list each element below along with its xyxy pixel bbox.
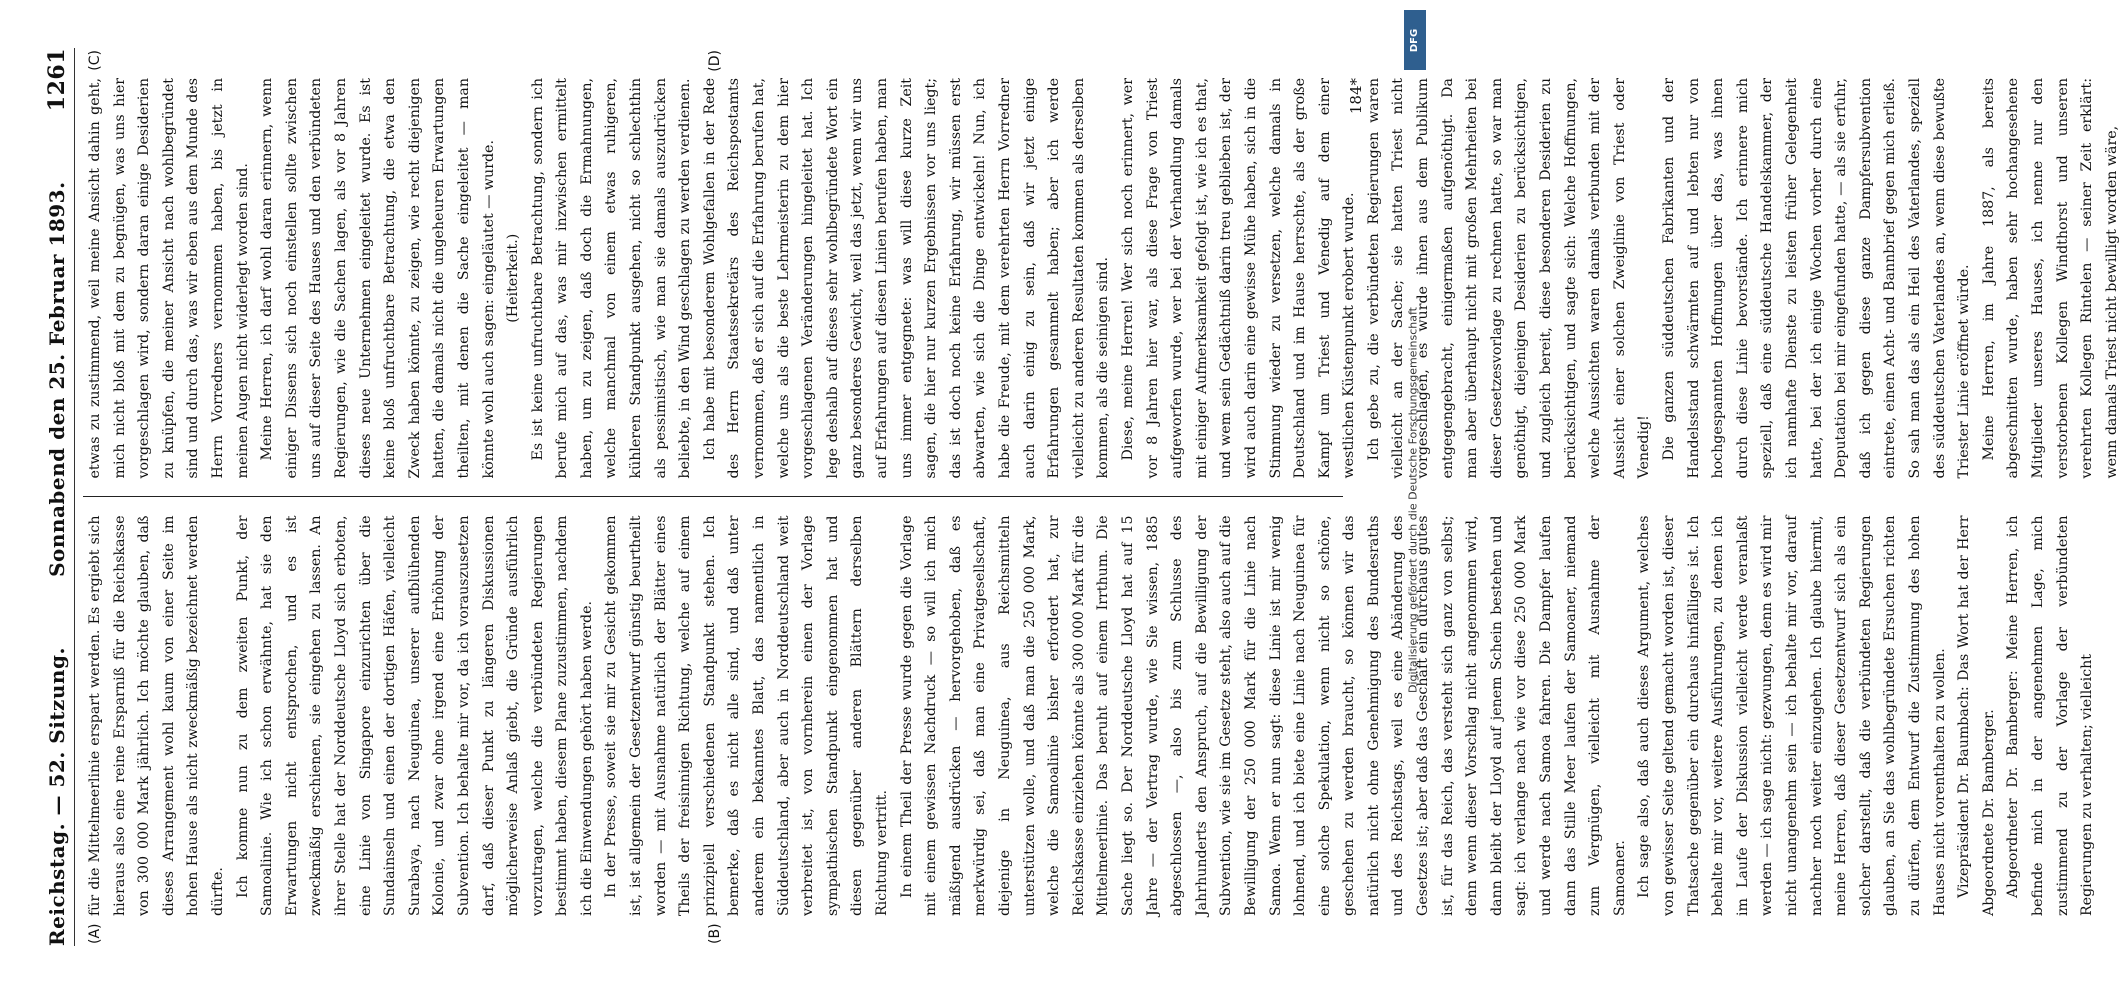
paragraph: Ich komme nun zu dem zweiten Punkt, der Samoalinie. Wie ich schon erwähnte, hat sie den Erwartungen nicht entsprochen, und es ist zweckmäßig erschienen, sie eingehen zu lassen. An ihrer Stelle hat der Norddeutsche Lloyd sich erboten, eine Linie von Singapore einzurichten über die Sundainseln und einen der dortigen Häfen, vielleicht Surabaya, nach Neuguinea, unserer aufblühenden Kolonie, und zwar ohne irgend eine Erhöhung der Subvention. Ich behalte mir vor, da ich vorauszusetzen darf, daß dieser Punkt zu längeren Diskussionen möglicherweise Anlaß giebt, die Gründe ausführlich vorzutragen, welche die verbündeten Regierungen bestimmt haben, diesem Plane zuzustimmen, nachdem ich die Einwendungen gehört haben werde.	[234, 515, 595, 916]
margin-mark-b: (B)	[707, 923, 723, 944]
paragraph: etwas zu zustimmend, weil meine Ansicht dahin geht, mich nicht bloß mit dem zu begnügen, was uns hier vorgeschlagen wird, sondern daran einige Desiderien zu knüpfen, die meiner Ansicht nach wohlbegründet sind und durch das, was wir eben aus dem Munde des Herrn Vorredners vernommen haben, bis jetzt in meinen Augen nicht widerlegt worden sind.	[87, 78, 251, 479]
credit-text: Digitalisierung gefördert durch die Deutsche Forschungsgemeinschaft	[1406, 307, 1420, 693]
signature-mark: 184*	[1347, 78, 1365, 115]
paragraph: In einem Theil der Presse wurde gegen die Vorlage mit einem gewissen Nachdruck — so will ich mich mäßigend ausdrücken — hervorgehoben, daß es merkwürdig sei, daß man eine Privatgesellschaft, diejenige in Neuguinea, aus Reichsmitteln unterstützen wolle, und daß man die 250 000 Mark, welche die Samoalinie bisher erfordert hat, zur Reichskasse einziehen könnte als 300 000 Mark für die Mittelmeerlinie. Das beruht auf einem Irrthum. Die Sache liegt so. Der Norddeutsche Lloyd hat auf 15 Jahre — der Vertrag wurde, wie Sie wissen, 1885 abgeschlossen —, also bis zum Schlusse des Jahrhunderts den Anspruch, auf die Bewilligung der Subvention, wie sie im Gesetze steht, also auch auf die Bewilligung der 250 000 Mark für die Linie nach Samoa. Wenn er nun sagt: diese Linie ist mir wenig lohnend, und ich biete eine Linie nach Neuguinea für eine solche Spekulation, wenn nicht so schöne, geschehen zu werden braucht, so können wir das natürlich nicht ohne Genehmigung des Bundesraths und des Reichstags, weil es eine Abänderung des Gesetzes ist; aber daß das Geschäft ein durchaus gutes ist, für das Reich, das versteht sich ganz von selbst; denn wenn dieser Vorschlag nicht angenommen wird, dann bleibt der Lloyd auf jenem Schein bestehen und sagt: ich verlange nach wie vor diese 250 000 Mark und werde nach Samoa fahren. Die Dampfer laufen dann das Stille Meer laufen der Samoaner, niemand zum Vergnügen, vielleicht mit Ausnahme der Samoaner.	[898, 515, 1628, 916]
speaker-paragraph: Abgeordneter Dr. Bamberger: Meine Herren, ich befinde mich in der angenehmen Lage, mich zustimmend zu der Vorlage der verbündeten Regierungen zu verhalten; vielleicht	[2005, 515, 2096, 916]
margin-mark-d: (D)	[707, 50, 723, 72]
paragraph: Diese, meine Herren! Wer sich noch erinnert, wer vor 8 Jahren hier war, als diese Frage von Triest aufgeworfen wurde, wer bei der Verhandlung damals mit einiger Aufmerksamkeit gefolgt ist, wie ich es that, und wem sein Gedächtniß darin treu geblieben ist, der wird auch darin eine gewisse Mühe haben, sich in die Stimmung wieder zu versetzen, welche damals in Deutschland und im Hause herrschte, als der große Kampf um Triest und Venedig auf dem einer westlichen Küstenpunkt erobert wurde.	[1119, 78, 1358, 479]
header-left: Reichstag. — 52. Sitzung.	[45, 647, 69, 946]
paragraph: Meine Herren, im Jahre 1887, als bereits abgeschnitten wurde, haben sehr hochangesehene Mitglieder unseres Hauses, ich nenne nur den verstorbenen Kollegen Windthorst und unseren verehrten Kollegen Rintelen — seiner Zeit erklärt: wenn damals Triest nicht bewilligt worden wäre,	[1980, 78, 2120, 479]
paragraph: Ich sage also, daß auch dieses Argument, welches von gewisser Seite geltend gemacht worden ist, dieser Thatsache gegenüber ein durchaus hinfälliges ist. Ich behalte mir vor, weitere Ausführungen, zu denen ich im Laufe der Diskussion vielleicht werde veranlaßt werden — ich sage nicht: gezwungen, denn es wird mir nicht unangenehm sein — ich behalte mir vor, darauf nachher noch weiter einzugehen. Ich glaube hiermit, meine Herren, daß dieser Gesetzentwurf sich als ein solcher darstellt, daß die verbündeten Regierungen glauben, an Sie das wohlbegründete Ersuchen richten zu dürfen, dem Entwurf die Zustimmung des hohen Hauses nicht vorenthalten zu wollen.	[1636, 515, 1948, 916]
paragraph: Meine Herren, ich darf wohl daran erinnern, wenn einiger Dissens sich noch einstellen sollte zwischen uns auf dieser Seite des Hauses und den verbündeten Regierungen, wie die Sachen lagen, als vor 8 Jahren dieses neue Unternehmen eingeleitet wurde. Es ist keine bloß unfruchtbare Betrachtung, die etwa den Zweck haben könnte, zu zeigen, wie recht diejenigen hatten, die damals nicht die ungeheuren Erwartungen theilten, mit denen die Sache eingeleitet — man könnte wohl auch sagen: eingeläutet — wurde.	[259, 78, 497, 479]
header-date: Sonnabend den 25. Februar 1893.	[45, 181, 69, 577]
page-number: 1261	[44, 48, 70, 112]
paragraph: In der Presse, soweit sie mir zu Gesicht gekommen ist, ist allgemein der Gesetzentwurf günstig beurtheilt worden — mit Ausnahme natürlich der Blätter eines Theils der freisinnigen Richtung, welche auf einem prinzipiell verschiedenen Standpunkt stehen. Ich bemerke, daß es nicht alle sind, und daß unter anderem ein bekanntes Blatt, das namentlich in Süddeutschland, aber auch in Norddeutschland weit verbreitet ist, von vornherein einen der Vorlage sympathischen Standpunkt eingenommen hat und diesen gegenüber anderen Blättern derselben Richtung vertritt.	[603, 515, 890, 916]
paragraph: Ich gebe zu, die verbündeten Regierungen waren vielleicht an der Sache; sie hatten Triest nicht vorgeschlagen, es wurde ihnen aus dem Publikum entgegengebracht, einigermaßen aufgenöthigt. Da man aber überhaupt nicht mit großen Mehrheiten bei dieser Gesetzesvorlage zu rechnen hatte, so war man genöthigt, diejenigen Desiderien zu berücksichtigen, und zugleich bereit, diese besonderen Desiderien zu berücksichtigen, und sagte sich: Welche Hoffnungen, welche Aussichten waren damals verbunden mit der Aussicht einer solchen Zweiglinie von Triest oder Venedig!	[1365, 78, 1653, 479]
paragraph: für die Mittelmeerlinie erspart werden. Es ergiebt sich hieraus also eine reine Ersparniß für die Reichskasse von 300 000 Mark jährlich. Ich möchte glauben, daß dieses Arrangement wohl kaum von einer Seite im hohen Hause als nicht zweckmäßig bezeichnet werden dürfte.	[87, 515, 226, 916]
dfg-logo	[1404, 10, 1426, 70]
paragraph: Es ist keine unfruchtbare Betrachtung, sondern ich berufe mich auf das, was mir inzwischen ermittelt haben, um zu zeigen, daß doch die Ermahnungen, welche manchmal von einem etwas ruhigeren, kühleren Standpunkt ausgehen, nicht so schlechthin als pessimistisch, wie man sie damals auszudrücken beliebte, in den Wind geschlagen zu werden verdienen.	[529, 78, 694, 479]
speaker-paragraph: Vizepräsident Dr. Baumbach: Das Wort hat der Herr Abgeordnete Dr. Bamberger.	[1956, 515, 1997, 916]
paragraph: Ich habe mit besonderem Wohlgefallen in der Rede des Herrn Staatssekretärs des Reichspostamts vernommen, daß er sich auf die Erfahrung berufen hat, welche uns als die beste Lehrmeisterin zu dem hier vorgeschlagenen Veränderungen hingeleitet hat. Ich lege deshalb auf dieses sehr wohlbegründete Wort ein ganz besonderes Gewicht, weil das jetzt, wenn wir uns auf Erfahrungen auf diesen Linien berufen haben, man uns immer entgegnete: was will diese kurze Zeit sagen, die hier nur kurzen Ergebnissen vor uns liegt; das ist doch noch keine Erfahrung, wir müssen erst abwarten, wie sich die Dinge entwickeln! Nun, ich habe die Freude, mit dem verehrten Herrn Vorredner auch darin einig zu sein, daß wir jetzt einige Erfahrungen gesammelt haben; aber ich werde vielleicht zu anderen Resultaten kommen als derselben kommen, als die seinigen sind.	[701, 78, 1112, 479]
page-header	[44, 48, 75, 946]
margin-mark-c: (C)	[87, 50, 103, 71]
interjection: (Heiterkeit.)	[505, 233, 522, 323]
paragraph: Die ganzen süddeutschen Fabrikanten und der Handelsstand schwärmten auf und lebten nur von hochgespannten Hoffnungen über das, was ihnen durch diese Linie bevorstände. Ich erinnere mich speziell, daß eine süddeutsche Handelskammer, der ich namhafte Dienste zu leisten früher Gelegenheit hatte, bei der ich einige Wochen vorher durch eine Deputation bei mir eingefunden hatte, — als sie erfuhr, daß ich gegen diese ganze Dampfersubvention eintrete, einen Acht- und Bannbrief gegen mich erließ. So sah man das als ein Heil des Vaterlandes, speziell des süddeutschen Vaterlandes an, wenn diese bewußte Triester Linie eröffnet würde.	[1661, 78, 1973, 479]
margin-mark-a: (A)	[87, 923, 103, 944]
dfg-logo-text: DFG	[1409, 28, 1421, 52]
digitization-credit	[1396, 10, 1430, 990]
